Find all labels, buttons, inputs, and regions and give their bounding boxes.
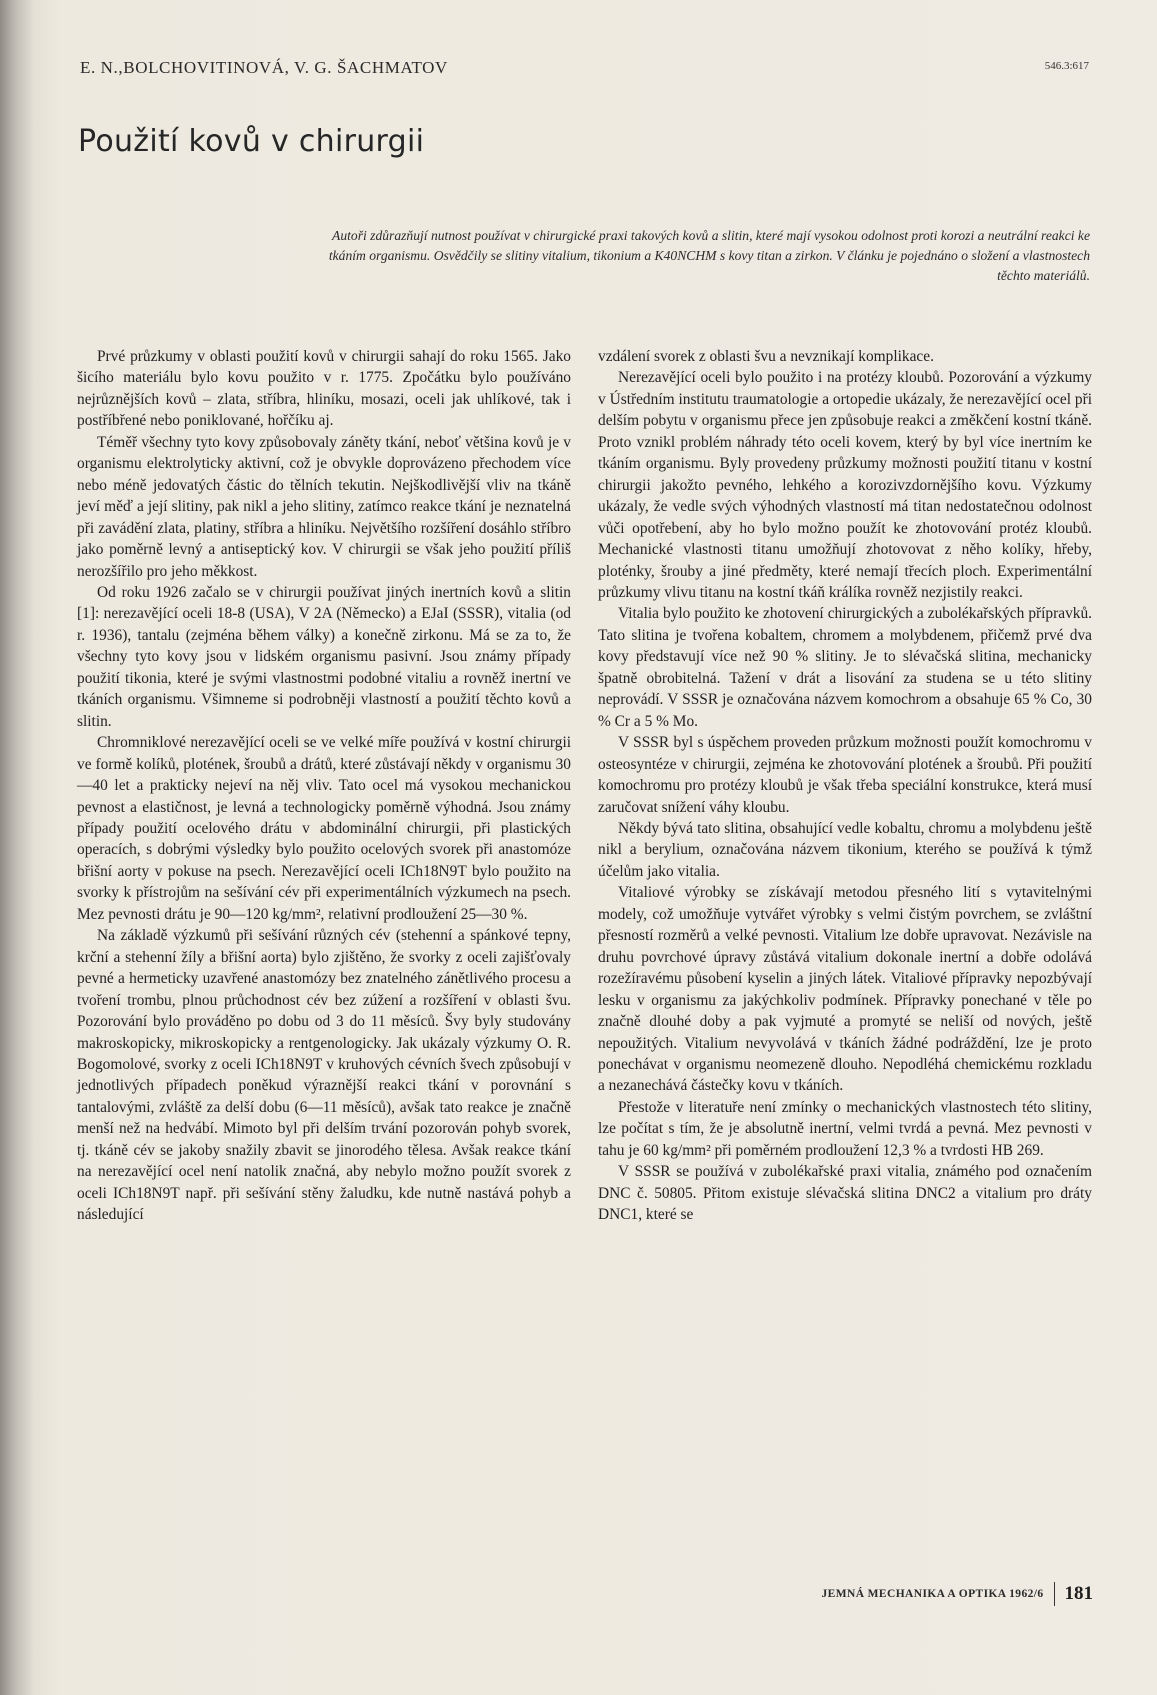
paragraph: Od roku 1926 začalo se v chirurgii používat jiných inertních kovů a slitin [1]: nerezavějící oceli 18-8 (USA), V 2A (Německo) a EJaI (SSSR), vitalia (od r. 1936), tantalu (zejména během války) a konečně zirkonu. Má se za to, že všechny tyto kovy jsou v lidském organismu pasivní. Jsou známy případy použití tikonia, které je svými vlastnostmi podobné vitaliu a rovněž inertní ve tkáních organismu. Všimneme si podrobněji vlastností a použití těchto kovů a slitin. <box>77 583 571 730</box>
paragraph: Nerezavějící oceli bylo použito i na protézy kloubů. Pozorování a výzkumy v Ústředním institutu traumatologie a ortopedie ukázaly, že nerezavějící ocel při delším pobytu v organismu přece jen způsobuje reakci a změkčení kostní tkáně. Proto vznikl problém náhrady této oceli kovem, který by byl více inertním ke tkáním organismu. Byly provedeny průzkumy možnosti použití titanu v kostní chirurgii jakožto pevného, lehkého a korozivzdornějšího kovu. Výzkumy ukázaly, že vedle svých výhodných vlastností má titan nedostatečnou odolnost vůči opotřebení, aby ho bylo možno použít ke zhotovování protéz kloubů. Mechanické vlastnosti titanu umožňují zhotovovat z něho kolíky, hřeby, ploténky, šrouby a jiné předměty, které nemají třecích ploch. Experimentální průzkumy vlivu titanu na kostní tkáň králíka rovněž nezjistily reakci. <box>598 369 1092 601</box>
article-abstract: Autoři zdůrazňují nutnost používat v chirurgické praxi takových kovů a slitin, které mají vysokou odolnost proti korozi a neutrální reakci ke tkáním organismu. Osvědčily se slitiny vitalium, tikonium a K40NCHM s kovy titan a zirkon. V článku je pojednáno o složení a vlastnostech těchto materiálů. <box>328 228 1090 283</box>
journal-name: JEMNÁ MECHANIKA A OPTIKA 1962/6 <box>821 1588 1044 1600</box>
page-number: 181 <box>1064 1583 1093 1604</box>
paragraph: V SSSR byl s úspěchem proveden průzkum možnosti použít komochromu v osteosyntéze v chirurgii, zejména ke zhotovování plotének a šroubů. Při použití komochromu pro protézy kloubů je však třeba speciální konstrukce, která musí zaručovat snížení váhy kloubu. <box>598 734 1092 816</box>
paragraph: Vitalia bylo použito ke zhotovení chirurgických a zubolékařských přípravků. Tato slitina je tvořena kobaltem, chromem a molybdenem, přičemž prvé dva kovy představují více než 90 % slitiny. Je to slévačská slitina, mechanicky špatně obrobitelná. Tažení v drát a lisování za studena se u této slitiny neprovádí. V SSSR je označována názvem komochrom a obsahuje 65 % Co, 30 % Cr a 5 % Mo. <box>598 605 1092 730</box>
paragraph: Přestože v literatuře není zmínky o mechanických vlastnostech této slitiny, lze počítat s tím, že je absolutně inertní, velmi tvrdá a pevná. Mez pevnosti v tahu je 60 kg/mm² při poměrném prodloužení 12,3 % a tvrdosti HB 269. <box>598 1098 1092 1159</box>
paragraph: vzdálení svorek z oblasti švu a nevznikají komplikace. <box>598 348 934 365</box>
paragraph: Prvé průzkumy v oblasti použití kovů v chirurgii sahají do roku 1565. Jako šicího materiálu bylo kovu použito v r. 1775. Zpočátku bylo používáno nejrůznějších kovů – zlata, stříbra, hliníku, mosazi, oceli jak uhlíkové, tak i postříbřené nebo poniklované, hořčíku aj. <box>77 348 571 430</box>
article-authors: E. N.,BOLCHOVITINOVÁ, V. G. ŠACHMATOV <box>80 58 448 77</box>
udc-code: 546.3:617 <box>1044 60 1089 72</box>
right-column <box>598 346 1092 1226</box>
paragraph: Někdy bývá tato slitina, obsahující vedle kobaltu, chromu a molybdenu ještě nikl a berylium, označována názvem tikonium, kterého se používá k týmž účelům jako vitalia. <box>598 819 1092 880</box>
paragraph: Na základě výzkumů při sešívání různých cév (stehenní a spánkové tepny, krční a stehenní žíly a břišní aorta) bylo zjištěno, že svorky z oceli zajišťovaly pevné a hermeticky uzavřené anastomózy bez znatelného zánětlivého procesu a tvoření trombu, plnou průchodnost cév bez zúžení a rozšíření v oblasti švu. Pozorování bylo prováděno po dobu od 3 do 11 měsíců. Švy byly studovány makroskopicky, mikroskopicky a rentgenologicky. Jak ukázaly výzkumy O. R. Bogomolové, svorky z oceli ICh18N9T v kruhových cévních švech způsobují v jednotlivých případech poněkud výraznější reakci tkání v porovnání s tantalovými, zvláště za delší dobu (6—11 měsíců), avšak tato reakce je značně menší než na hedvábí. Mimoto byl při delším trvání pozorován pohyb svorek, tj. tkáně cév se jakoby snažily zbavit se jinorodého tělesa. Avšak reakce tkání na nerezavějící ocel není natolik značná, aby nebylo možno použít svorek z oceli ICh18N9T např. při sešívání stěny žaludku, kde nutně nastává pohyb a následující <box>77 927 571 1224</box>
article-title: Použití kovů v chirurgii <box>78 124 425 160</box>
paragraph: Téměř všechny tyto kovy způsobovaly záněty tkání, neboť většina kovů je v organismu elektrolyticky aktivní, což je obvykle doprovázeno přechodem více nebo méně jedovatých částic do tělních tekutin. Nejškodlivější vliv na tkáně jeví měď a její slitiny, pak nikl a jeho slitiny, zatímco reakce tkání je neznatelná při zavádění zlata, platiny, stříbra a hliníku. Největšího rozšíření dosáhlo stříbro jako poměrně levný a antiseptický kov. V chirurgii se však jeho použití příliš nerozšířilo pro jeho měkkost. <box>77 433 571 580</box>
left-column <box>77 346 571 1226</box>
footer-divider <box>1054 1582 1055 1606</box>
paragraph: V SSSR se používá v zubolékařské praxi vitalia, známého pod označením DNC č. 50805. Přitom existuje slévačská slitina DNC2 a vitalium pro dráty DNC1, které se <box>598 1163 1092 1224</box>
paragraph: Chromniklové nerezavějící oceli se ve velké míře používá v kostní chirurgii ve formě kolíků, plotének, šroubů a drátů, které zůstávají někdy v organismu 30—40 let a prakticky nejeví na něj vliv. Tato ocel má vysokou mechanickou pevnost a elastičnost, je levná a technologicky poměrně výhodná. Jsou známy případy použití ocelového drátu v abdominální chirurgii, při plastických operacích, s dobrými výsledky bylo použito ocelových svorek při anastomóze břišní aorty v pokuse na psech. Nerezavějící oceli ICh18N9T bylo použito na svorky k přístrojům na sešívání cév při experimentálních výzkumech na psech. Mez pevnosti drátu je 90—120 kg/mm², relativní prodloužení 25—30 %. <box>77 734 571 923</box>
page-footer <box>822 1582 1093 1606</box>
paragraph: Vitaliové výrobky se získávají metodou přesného lití s vytavitelnými modely, což umožňuje vytvářet výrobky s velmi čistým povrchem, se zvláštní přesností rozměrů a velké pevnosti. Vitalium lze dobře upravovat. Nezávisle na druhu povrchové úpravy zůstává vitalium dokonale inertní a dobře odolává rozežíravému působení kyselin a jiných látek. Vitaliové přípravky nepozbývají lesku v organismu za jakýchkoliv podmínek. Přípravky ponechané v těle po značně dlouhé doby a pak vyjmuté a promyté se neliší od nových, ještě nepoužitých. Vitalium nevyvolává v tkáních žádné podráždění, lze je proto ponechávat v organismu neomezeně dlouho. Nepodléhá chemickému rozkladu a nezanechává částečky kovu v tkáních. <box>598 884 1092 1095</box>
